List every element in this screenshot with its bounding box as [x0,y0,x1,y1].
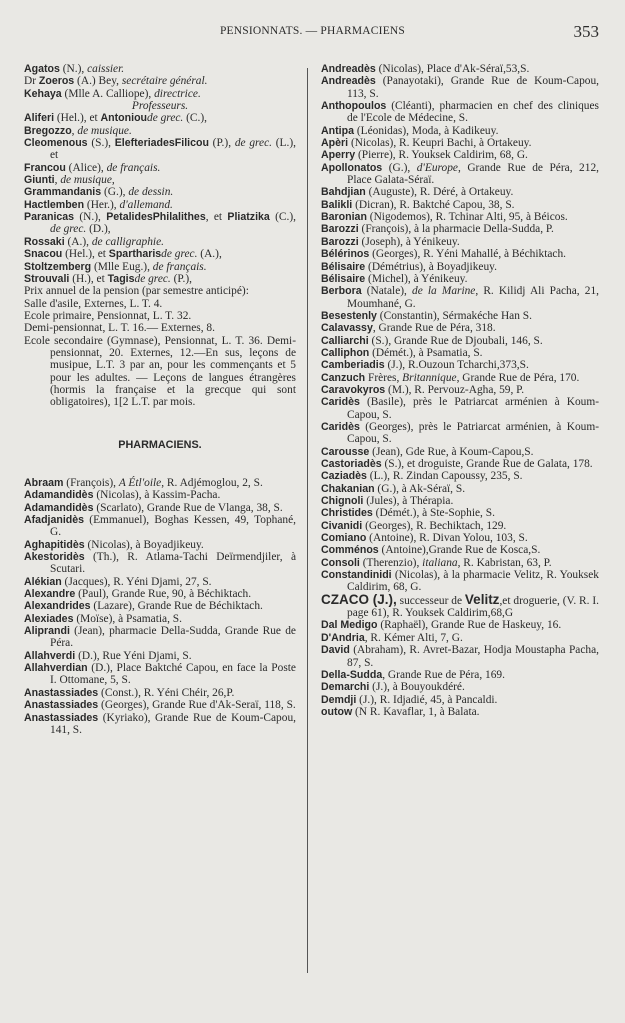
price-line: Prix annuel de la pension (par semestre anticipé): [24,285,249,298]
list-item [24,273,296,285]
entry-italic: d'allemand. [119,198,173,211]
list-item [24,261,296,273]
entry-detail: (S.), [87,137,115,150]
list-item [321,681,599,693]
entry-name: Aghapitidès [24,538,85,551]
entry-detail: (P.), [208,137,235,150]
page-number: 353 [573,22,599,41]
entry-detail: (A.) Bey, [74,75,122,88]
list-item [321,273,599,285]
entry-name: Calliphon [321,346,370,359]
entry-italic: caissier. [87,63,125,75]
entry-name: Consoli [321,556,360,569]
entry-name: Carousse [321,445,370,458]
list-item [321,458,599,470]
list-item [24,88,296,100]
entry-name: Caziadès [321,470,367,483]
entry-detail: (Alice), [65,161,107,174]
list-item [321,384,599,396]
entry-name: Demdji [321,693,357,706]
entry-detail: (Nicolas), R. Keupri Bachi, à Ortakeuy. [348,137,532,150]
list-item [321,495,599,507]
list-item [321,591,600,620]
entry-detail: (H.), et [69,272,108,285]
entry-detail: (Mlle A. Calliope), [61,87,155,100]
entry-detail: , R. Adjémoglou, 2, S. [161,476,263,489]
entry-name: David [321,644,350,657]
entry-name: Civanidi [321,519,363,532]
entry-detail: , R. Kémer Alti, 7, G. [364,631,463,644]
entry-name: Calavassy [321,322,373,335]
list-item [24,236,296,248]
entry-detail: , Grande Rue de Péra, 318. [372,322,496,335]
entry-italic: de grec. [147,112,184,125]
entry-name: Aliferi [24,112,55,125]
entry-italic: de grec. [134,272,171,285]
entry-name: Bregozzo [24,124,72,137]
entry-name: Alexandrides [24,600,91,613]
entry-detail: (Hel.), et [62,248,109,261]
entry-detail: , [54,174,61,187]
entry-name: Grammandanis [24,186,102,199]
entry-detail: , Grande Rue de Péra, 170. [456,371,580,384]
entry-name: Akestoridès [24,551,85,564]
list-item [321,619,599,631]
entry-italic: de français. [106,161,161,174]
entry-name: Bahdjian [321,186,366,199]
entry-italic: de grec. [234,137,272,150]
entry-detail: Frères, [365,371,403,384]
price-list [24,285,296,408]
entry-name: Adamandidès [24,489,94,502]
professeurs-list [24,112,296,285]
list-item [24,687,296,699]
entry-detail: , Grande Rue de Péra, 212, Place Galata-Séraï. [347,161,599,187]
entry-name: Aperry [321,149,356,162]
list-item [24,502,296,514]
entry-name: Rossaki [24,235,65,248]
entry-name: Baronian [321,211,367,224]
entry-detail: (Mlle Eug.), [91,260,153,273]
list-item [321,347,599,359]
list-item [321,396,599,421]
list-item [321,644,599,669]
entry-detail: (Joseph), à Yénikeuy. [358,235,460,248]
list-item [24,477,296,489]
entry-detail: (Jacques), R. Yéni Djami, 27, S. [61,575,212,588]
entry-name: Constandinidi [321,569,392,582]
entry-name: Allahverdian [24,662,88,675]
entry-detail: (Const.), R. Yéni Chéir, 26,P. [98,686,235,699]
list-item [321,223,599,235]
list-item [24,211,296,236]
entry-name: Comiano [321,532,367,545]
list-item [321,322,599,334]
list-item [321,483,599,495]
entry-detail: (N.), [74,211,107,224]
list-item [24,514,296,539]
list-item [321,569,599,594]
entry-italic: de musique. [77,124,132,137]
entry-name: Stoltzemberg [24,260,92,273]
entry-name: Christides [321,507,373,520]
list-item [321,75,599,100]
entry-detail: (D.), [86,223,111,236]
left-column [24,63,296,736]
entry-detail: , R. Kilidj Ali Pacha, 21, Moumhané, G. [347,285,599,310]
entry-name: Bélérinos [321,248,370,261]
entry-name: Bélisaire [321,272,366,285]
staff-list [24,63,296,100]
page-header [0,22,625,42]
price-line: Ecole secondaire (Gymnase), Pensionnat, L. T. 36. Demi-pensionnat, 20. Externes, 12.—En sus, leçons de musipue, L.T. 3 par an, pour les commençants et 5 pour les adultes. — Leçons de langues étrangères (hormis la française et la grecque qui sont obligatoires), 1[2 L.T. par mois. [24,334,296,409]
list-item [321,372,599,384]
entry-detail: (A.), [197,248,222,261]
entry-detail: , R. Kabristan, 63, P. [457,556,552,569]
entry-detail: (D.), Rue Yéni Djami, S. [75,649,192,662]
entry-name: Strouvali [24,272,70,285]
list-item [321,632,599,644]
entry-detail: (Jules), à Thérapia. [363,495,454,508]
list-item [24,539,296,551]
entry-name: outow [321,705,353,718]
list-item [321,335,599,347]
list-item [24,588,296,600]
list-item [321,359,599,371]
right-column [321,63,599,718]
list-item [24,63,296,75]
price-line: Salle d'asile, Externes, L. T. 4. [24,297,163,310]
column-divider [307,68,308,973]
list-item [24,650,296,662]
list-item [321,149,599,161]
entry-detail: (Natale), [361,285,412,298]
list-item [321,706,599,718]
list-item [321,557,599,569]
list-item [321,248,599,260]
entry-detail: (Nicolas), Place d'Ak-Séraï,53,S. [375,63,530,75]
entry-detail: (Emmanuel), Boghas Kessen, 49, Tophané, G. [50,514,296,539]
entry-detail: (J.), R. Idjadié, 45, à Pancaldi. [356,693,498,706]
entry-name: Anastassiades [24,711,99,724]
entry-name: Allahverdi [24,649,76,662]
entry-detail: (Antoine),Grande Rue de Kosca,S. [378,544,541,557]
running-title: PENSIONNATS. — PHARMACIENS [219,25,406,37]
entry-name: Anthopoulos [321,100,387,113]
entry-name: Antoniou [100,112,148,125]
entry-detail: (Scarlato), Grande Rue de Vlanga, 38, S. [93,501,283,514]
entry-italic: d'Europe [416,161,458,174]
price-line: Demi-pensionnat, L. T. 16.— Externes, 8. [24,322,215,335]
entry-detail: , Grande Rue de Péra, 169. [382,668,505,681]
list-item [24,551,296,576]
entry-detail: (Hel.), et [54,112,101,125]
list-item [24,137,296,162]
entry-name: Berbora [321,285,362,298]
entry-name: CZACO (J.), [321,591,397,607]
entry-detail: (Georges), près le Patriarcat arménien, à Koum-Capou, S. [347,420,599,446]
list-item [24,662,296,687]
list-item [321,186,599,198]
entry-name: Elefteriades [114,137,175,150]
entry-detail: (Therenzio), [359,556,423,569]
entry-detail: (Paul), Grande Rue, 90, à Béchiktach. [75,588,252,601]
list-item [24,162,296,174]
entry-detail: (Kyriako), Grande Rue de Koum-Capou, 141, S. [50,711,296,736]
entry-detail: , et [205,211,228,224]
entry-name: Philalithes [152,211,206,224]
entry-detail: (L.), et [50,137,297,162]
list-item [321,261,599,273]
entry-name: Abraam [24,476,64,489]
list-item [321,100,599,125]
entry-name: Velitz [464,591,500,607]
entry-name: Aliprandi [24,625,70,638]
entry-detail: (N.), [59,63,88,75]
entry-detail: (Georges), R. Yéni Mahallé, à Béchiktach. [369,248,567,261]
entry-detail: (Nicolas), à la pharmacie Velitz, R. Youksek Caldirim, 68, G. [347,569,599,594]
list-item [24,186,296,198]
entry-name: Agatos [24,63,60,75]
entry-name: Castoriadès [321,458,382,470]
entry-name: Chignoli [321,495,364,508]
entry-detail: (Jean), Gde Rue, à Koum-Capou,S. [369,445,534,458]
entry-name: Francou [24,161,66,174]
pharmaciens-list-right [321,63,599,718]
list-item [321,285,599,310]
entry-detail: (Constantin), Sérmakéche Han S. [376,309,532,322]
entry-detail: (J.), à Bouyoukdéré. [369,681,465,694]
entry-detail: (C.), [183,112,208,125]
entry-name: Filicou [174,137,209,150]
list-item [321,532,599,544]
section-title: PHARMACIENS. [118,438,202,451]
entry-detail: (C.), [269,211,297,224]
entry-detail: ,et droguerie, (V. R. I. page 61), R. Youksek Caldirim,68,G [347,594,600,620]
pharmaciens-list-left [24,477,296,736]
entry-italic: A Étl'oile [118,476,162,489]
entry-detail: (Léonidas), Moda, à Kadikeuy. [353,124,499,137]
entry-detail: (J.), R.Ouzoun Tcharchi,373,S. [384,359,529,372]
entry-italic: Britannique [402,371,457,384]
list-item [24,699,296,711]
entry-name: Alexandre [24,588,76,601]
entry-name: Bélisaire [321,260,366,273]
entry-name: Dal Medigo [321,619,378,632]
entry-name: Cleomenous [24,137,88,150]
entry-detail: (Panayotaki), Grande Rue de Koum-Capou, 113, S. [347,75,599,100]
list-item [321,199,599,211]
entry-detail: (G.), [382,161,417,174]
entry-name: Andreadès [321,63,376,75]
entry-italic: de musique, [60,174,115,187]
entry-name: Snacou [24,248,63,261]
entry-detail: (S.), Grande Rue de Djoubali, 146, S. [368,334,543,347]
entry-detail: (Dicran), R. Baktché Capou, 38, S. [352,198,515,211]
entry-detail: (Moïse), à Psamatia, S. [73,612,182,625]
entry-detail: (P.), [170,272,192,285]
entry-name: Giunti [24,174,55,187]
entry-detail: (François), [63,476,119,489]
price-line: Ecole primaire, Pensionnat, L. T. 32. [24,309,192,322]
entry-name: D'Andria [321,631,365,644]
entry-italic: de grec. [161,248,198,261]
entry-name: Paranicas [24,211,75,224]
entry-detail: (Her.), [84,198,120,211]
entry-detail: (Démétrius), à Boyadjikeuy. [365,260,497,273]
entry-name: Kehaya [24,87,62,100]
entry-detail: (Démét.), à Ste-Sophie, S. [372,507,495,520]
entry-italic: de calligraphie. [91,235,164,248]
entry-name: Spartharis [108,248,162,261]
entry-name: Della-Sudda [321,668,383,681]
entry-detail: (Nicolas), à Boyadjikeuy. [84,538,204,551]
list-item [321,446,599,458]
entry-detail: (N R. Kavaflar, 1, à Balata. [352,705,480,718]
entry-name: Chakanian [321,482,375,495]
entry-name: Zoeros [38,75,75,88]
list-item [321,211,599,223]
entry-detail: (Georges), R. Bechiktach, 129. [362,519,507,532]
entry-name: Barozzi [321,223,359,236]
entry-name: Pliatzika [227,211,270,224]
list-item [24,248,296,260]
entry-italic: directrice. [154,87,201,100]
entry-name: Canzuch [321,371,366,384]
entry-name: Comménos [321,544,379,557]
title-prefix: Dr [24,75,39,88]
entry-detail: (Pierre), R. Youksek Caldirim, 68, G. [355,149,528,162]
entry-detail: (Auguste), R. Déré, à Ortakeuy. [365,186,514,199]
entry-name: Alexiades [24,612,74,625]
list-item [24,613,296,625]
entry-detail: (Cléanti), pharmacien en chef des cliniques de l'Ecole de Médecine, S. [347,100,599,125]
entry-name: Antipa [321,124,354,137]
entry-name: Anastassiades [24,699,99,712]
entry-detail: (L.), R. Zindan Capoussy, 235, S. [366,470,523,483]
list-item [321,63,599,75]
entry-name: Besestenly [321,309,377,322]
list-item [24,112,296,124]
entry-detail: (Basile), près le Patriarcat arménien à Koum-Capou, S. [347,396,599,421]
entry-detail: (M.), R. Pervouz-Agha, 59, P. [385,383,525,396]
entry-detail: (Abraham), R. Avret-Bazar, Hodja Moustapha Pacha, 87, S. [347,644,599,669]
entry-detail: (Antoine), R. Divan Yolou, 103, S. [366,532,528,545]
entry-name: Petalides [106,211,153,224]
entry-detail: (D.), Place Baktché Capou, en face la Poste I. Ottomane, 5, S. [50,662,296,687]
list-item [24,712,296,737]
list-item [24,576,296,588]
entry-italic: italiana [422,556,458,569]
entry-detail: (Georges), Grande Rue d'Ak-Seraï, 118, S. [98,699,296,712]
list-item [321,544,599,556]
entry-name: Caridès [321,396,360,409]
list-item [24,125,296,137]
list-item [24,75,296,87]
entry-detail: , [71,124,78,137]
entry-italic: secrétaire général. [121,75,208,88]
entry-name: Apèri [321,137,349,150]
entry-detail: (Jean), pharmacie Della-Sudda, Grande Rue de Péra. [50,625,296,650]
list-item [321,470,599,482]
entry-name: Caravokyros [321,383,386,396]
list-item [24,625,296,650]
list-item [24,199,296,211]
professeurs-heading: Professeurs. [131,100,189,113]
entry-name: Hactlemben [24,198,85,211]
entry-detail: (G.), à Ak-Séraï, S. [374,482,466,495]
entry-name: Barozzi [321,235,359,248]
list-item [24,174,296,186]
entry-detail: (A.), [64,235,92,248]
entry-detail: (François), à la pharmacie Della-Sudda, P. [358,223,554,236]
list-item [321,236,599,248]
list-item [321,694,599,706]
entry-name: Afadjanidès [24,514,85,526]
entry-italic: de français. [152,260,207,273]
list-item [321,125,599,137]
entry-italic: de grec. [50,223,87,236]
list-item [321,310,599,322]
entry-detail: (Th.), R. Atlama-Tachi Deïrmendjiler, à Scutari. [50,551,296,576]
list-item [321,421,599,446]
list-item [24,489,296,501]
entry-italic: de dessin. [128,186,174,199]
entry-detail: (S.), et droguiste, Grande Rue de Galata, 178. [381,458,593,470]
entry-detail: (G.), [101,186,129,199]
entry-detail: (Démét.), à Psamatia, S. [369,346,483,359]
entry-detail: (Nicolas), à Kassim-Pacha. [93,489,221,502]
entry-name: Calliarchi [321,334,369,347]
list-item [321,137,599,149]
entry-detail: (Raphaël), Grande Rue de Haskeuy, 16. [377,619,562,632]
entry-italic: de la Marine [412,285,476,298]
entry-detail: successeur de [396,594,465,607]
list-item [321,520,599,532]
entry-name: Andreadès [321,75,376,88]
entry-name: Caridès [321,420,360,433]
entry-name: Apollonatos [321,161,383,174]
list-item [321,507,599,519]
entry-name: Alékian [24,575,62,588]
entry-name: Anastassiades [24,686,99,699]
entry-name: Camberiadis [321,359,385,372]
entry-name: Balikli [321,198,353,211]
entry-name: Tagis [107,272,135,285]
list-item [24,600,296,612]
entry-detail: (Michel), à Yénikeuy. [365,272,468,285]
list-item [321,162,599,187]
entry-name: Demarchi [321,681,370,694]
entry-detail: (Lazare), Grande Rue de Béchiktach. [90,600,263,613]
entry-detail: (Nigodemos), R. Tchinar Alti, 95, à Béicos. [366,211,568,224]
list-item [321,669,599,681]
entry-name: Adamandidès [24,501,94,514]
